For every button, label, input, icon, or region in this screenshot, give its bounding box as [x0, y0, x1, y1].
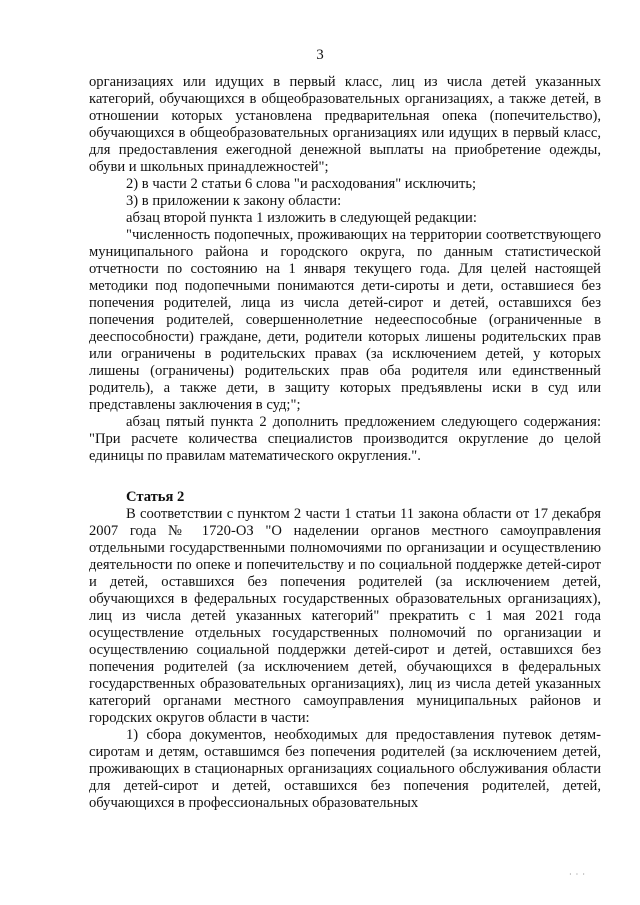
paragraph: организациях или идущих в первый класс, лиц из числа детей указанных категорий, обучающихся в общеобразовательных организациях, а также детей, в отношении которых установлена предварительная опека (попечительство), обучающихся в общеобразовательных организациях или идущих в первый класс, для предоставления ежегодной денежной выплаты на приобретение одежды, обуви и школьных принадлежностей"; [89, 74, 601, 175]
article-heading: Статья 2 [126, 489, 185, 505]
paragraph: абзац второй пункта 1 изложить в следующей редакции: [126, 210, 477, 226]
paragraph: 2) в части 2 статьи 6 слова "и расходования" исключить; [126, 176, 477, 192]
page-number: 3 [316, 47, 324, 63]
paragraph: 3) в приложении к закону области: [126, 193, 342, 209]
document-body [89, 74, 601, 812]
paragraph: В соответствии с пунктом 2 части 1 статьи 11 закона области от 17 декабря 2007 года № 1720-ОЗ "О наделении органов местного самоуправления отдельными государственными полномочиями по организации и осуществлению деятельности по опеке и попечительству и по социальной поддержке детей-сирот и детей, оставшихся без попечения родителей (за исключением детей, обучающихся в федеральных государственных образовательных организациях), лиц из числа детей указанных категорий" прекратить с 1 мая 2021 года осуществление отдельных государственных полномочий по организации и осуществлению социальной поддержки детей-сирот и детей, оставшихся без попечения родителей (за исключением детей, обучающихся в федеральных государственных образовательных организациях), лиц из числа детей указанных категорий органами местного самоуправления муниципальных районов и городских округов области в части: [89, 506, 601, 726]
paragraph: абзац пятый пункта 2 дополнить предложением следующего содержания: "При расчете количества специалистов производится округление до целой единицы по правилам математического округления.". [89, 414, 601, 464]
scan-mark: · · · [569, 870, 586, 879]
paragraph: 1) сбора документов, необходимых для предоставления путевок детям-сиротам и детям, оставшимся без попечения родителей (за исключением детей, проживающих в стационарных организациях социального обслуживания области для детей-сирот и детей, оставшихся без попечения родителей, детей, обучающихся в профессиональных образовательных [89, 727, 601, 811]
paragraph: "численность подопечных, проживающих на территории соответствующего муниципального района и городского округа, по данным статистической отчетности по состоянию на 1 января текущего года. Для целей настоящей методики под подопечными понимаются дети-сироты и дети, оставшиеся без попечения родителей, лица из числа детей-сирот и детей, оставшихся без попечения родителей, совершеннолетние недееспособные (ограниченные в дееспособности) граждане, дети, родители которых лишены родительских прав или ограничены в родительских правах (за исключением детей, у которых лишены (ограничены) родительских прав оба родителя или единственный родитель), а также дети, в защиту которых предъявлены иски в суд или представлены заключения в суд;"; [89, 227, 601, 413]
